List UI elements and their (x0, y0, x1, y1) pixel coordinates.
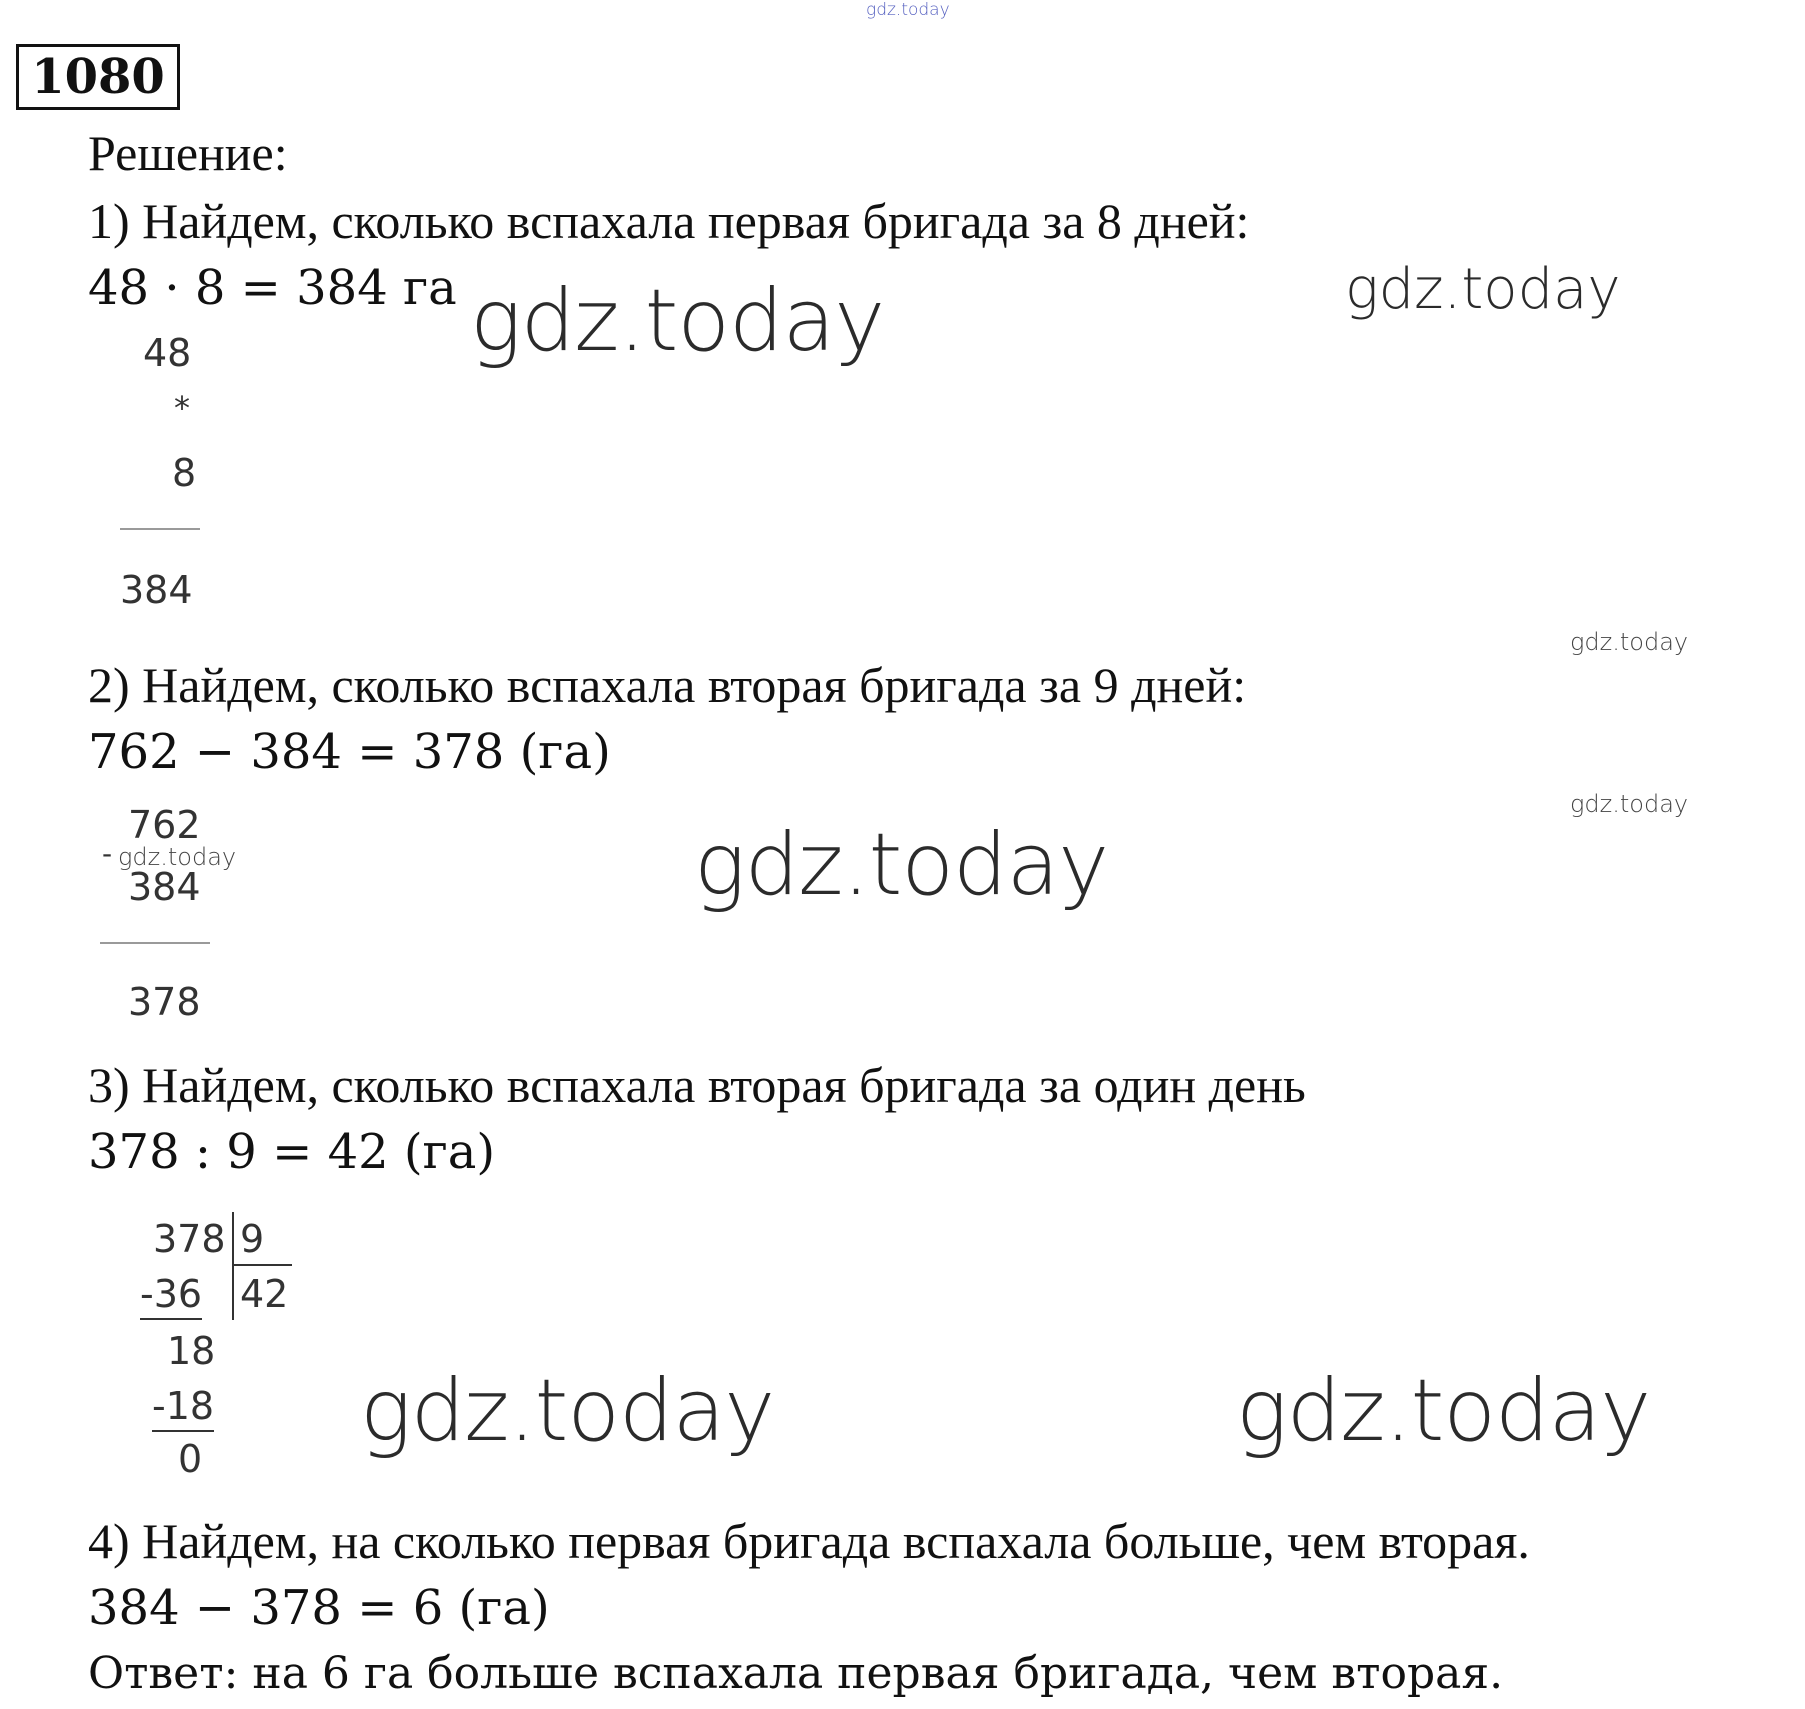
division-dividend: 378 (153, 1217, 226, 1261)
division-sub2: -18 (152, 1384, 214, 1432)
step2-col-top: 762 (128, 803, 201, 847)
division-quotient: 42 (240, 1272, 289, 1316)
watermark-1: gdz.today (470, 271, 885, 371)
answer: Ответ: на 6 га больше вспахала первая бригада, чем вторая. (88, 1648, 1504, 1699)
watermark-8: gdz.today (1236, 1361, 1651, 1461)
watermark-4: gdz.today (1570, 790, 1689, 818)
division-divisor: 9 (240, 1217, 265, 1261)
step1-col-top: 48 (143, 331, 192, 375)
step1-col-op: * (174, 389, 190, 427)
watermark-top: gdz.today (866, 0, 950, 20)
step1-text: 1) Найдем, сколько вспахала первая бригада за 8 дней: (88, 193, 1250, 249)
step2-equation: 762 − 384 = 378 (га) (88, 724, 611, 780)
watermark-5: gdz.today (118, 843, 237, 871)
step1-col-result: 384 (120, 568, 193, 612)
watermark-7: gdz.today (360, 1361, 775, 1461)
watermark-6: gdz.today (694, 815, 1109, 915)
step3-equation: 378 : 9 = 42 (га) (88, 1124, 496, 1180)
task-number: 1080 (16, 44, 180, 110)
division-rem2: 0 (178, 1437, 203, 1481)
step2-col-op: - (102, 837, 113, 870)
step2-col-result: 378 (128, 980, 201, 1024)
step2-col-bottom: 384 (128, 865, 201, 909)
step4-equation: 384 − 378 = 6 (га) (88, 1580, 550, 1636)
solution-label: Решение: (88, 125, 288, 181)
division-horizontal-bar (232, 1264, 292, 1266)
step3-text: 3) Найдем, сколько вспахала вторая бригада за один день (88, 1057, 1306, 1113)
step2-text: 2) Найдем, сколько вспахала вторая бригада за 9 дней: (88, 657, 1247, 713)
step2-col-rule (100, 942, 210, 944)
watermark-3: gdz.today (1570, 628, 1689, 656)
division-rem1: 18 (167, 1329, 216, 1373)
step1-equation: 48 · 8 = 384 га (88, 260, 457, 316)
step1-col-bottom: 8 (172, 451, 197, 495)
division-vertical-bar (232, 1212, 234, 1320)
step1-col-rule (120, 528, 200, 530)
watermark-2: gdz.today (1345, 257, 1621, 322)
division-sub1: -36 (140, 1272, 202, 1320)
step4-text: 4) Найдем, на сколько первая бригада вспахала больше, чем вторая. (88, 1513, 1530, 1569)
